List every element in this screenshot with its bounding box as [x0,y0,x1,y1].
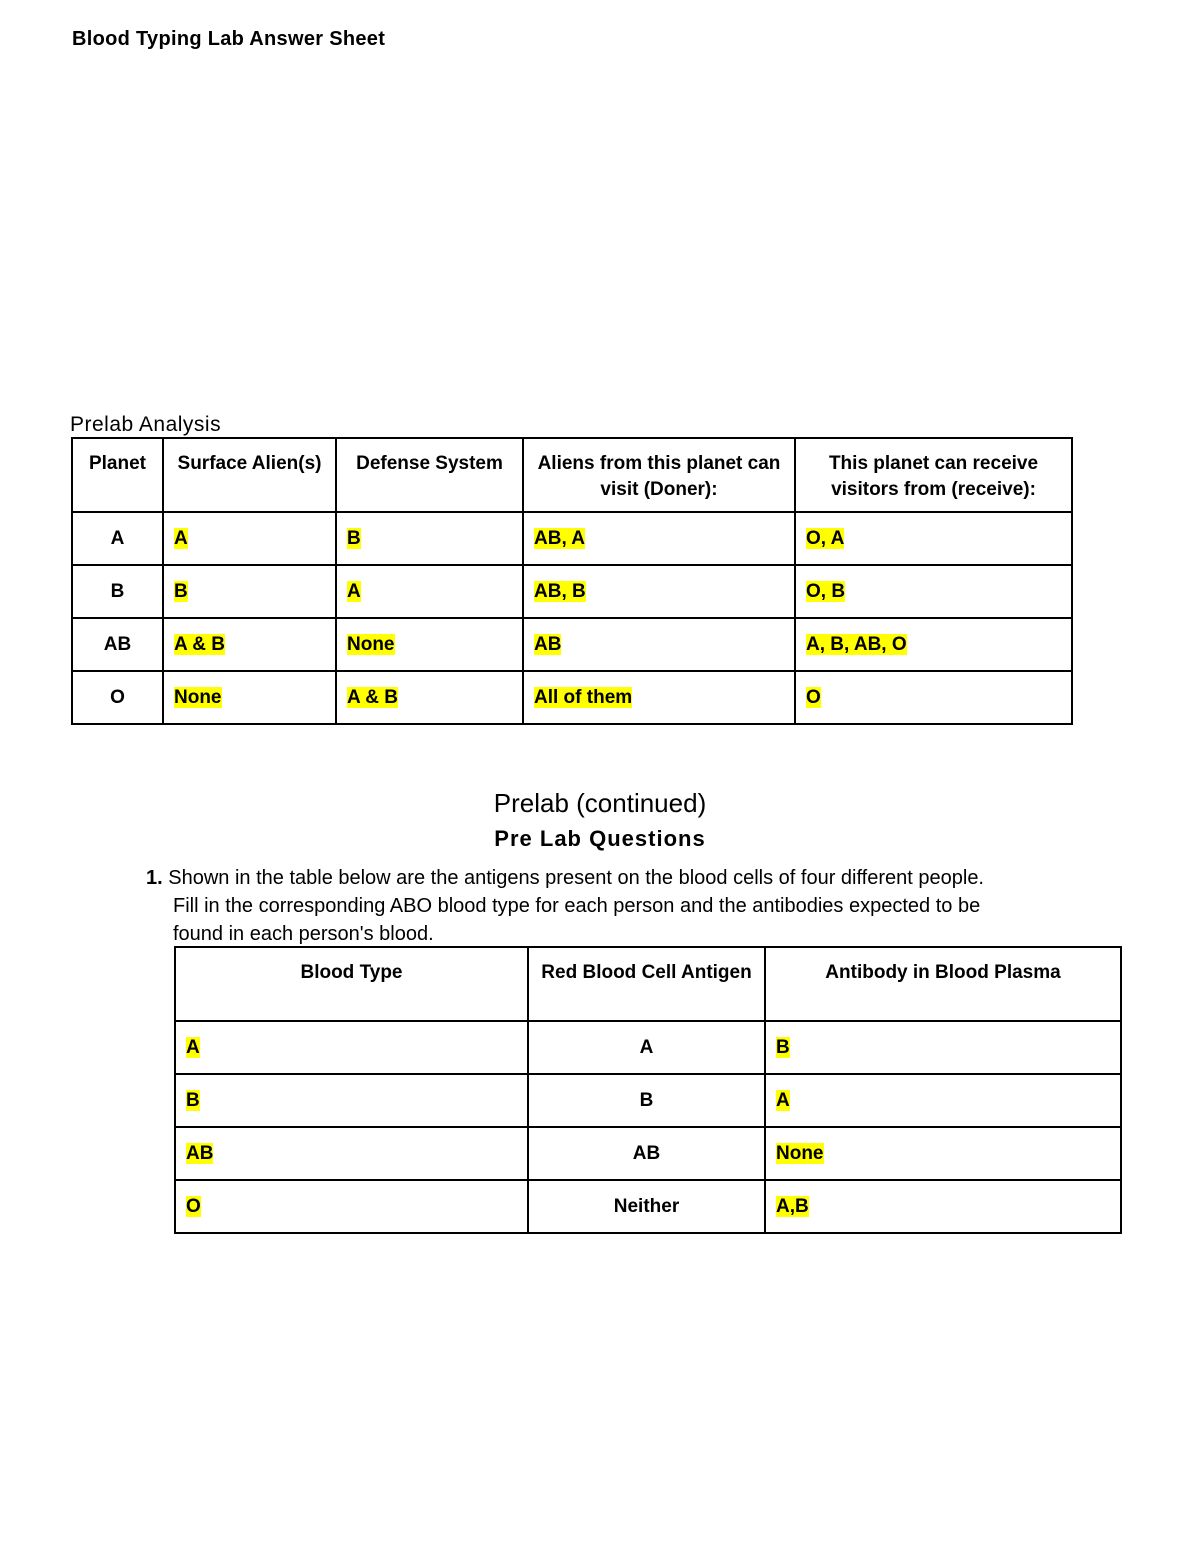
header-defense-system: Defense System [336,438,523,512]
can-receive-cell [795,671,1072,724]
blood-type-cell [175,1021,528,1074]
table-header-row [175,947,1121,1021]
antibody-cell [765,1074,1121,1127]
antigen-cell: Neither [528,1180,765,1233]
answer-highlight: AB [186,1142,214,1164]
table-row [72,618,1072,671]
surface-alien-cell [163,565,336,618]
answer-highlight: B [186,1089,200,1111]
antigen-cell: AB [528,1127,765,1180]
can-receive-cell [795,512,1072,565]
antibody-cell [765,1127,1121,1180]
answer-highlight: O [186,1195,201,1217]
blood-type-table [174,946,1122,1234]
defense-system-cell [336,512,523,565]
answer-highlight: A [186,1036,200,1058]
question-text-line2: Fill in the corresponding ABO blood type for each person and the antibodies expected to be [173,895,981,917]
defense-system-cell [336,565,523,618]
answer-highlight: B [347,527,361,549]
antibody-cell [765,1021,1121,1074]
planet-cell [72,512,163,565]
answer-highlight: A, B, AB, O [806,633,907,655]
prelab-analysis-table [71,437,1073,725]
header-planet-can-receive: This planet can receive visitors from (receive): [795,438,1072,512]
header-aliens-can-visit: Aliens from this planet can visit (Doner): [523,438,795,512]
answer-highlight: O [806,686,821,708]
planet-cell [72,565,163,618]
answer-highlight: A & B [174,633,226,655]
answer-highlight: None [347,633,395,655]
table-header-row [72,438,1072,512]
can-visit-cell [523,618,795,671]
answer-highlight: None [776,1142,824,1164]
can-receive-cell [795,618,1072,671]
answer-highlight: A [347,580,361,602]
table-row [72,671,1072,724]
header-surface-aliens: Surface Alien(s) [163,438,336,512]
answer-highlight: All of them [534,686,633,708]
planet-label: B [110,580,125,602]
header-blood-type: Blood Type [175,947,528,1021]
surface-alien-cell [163,618,336,671]
answer-highlight: AB, A [534,527,586,549]
table-row [175,1180,1121,1233]
header-rbc-antigen: Red Blood Cell Antigen [528,947,765,1021]
planet-label: A [110,527,125,549]
can-receive-cell [795,565,1072,618]
table-row [175,1074,1121,1127]
surface-alien-cell [163,671,336,724]
defense-system-cell [336,618,523,671]
planet-cell [72,671,163,724]
question-1 [146,864,1106,948]
answer-highlight: A,B [776,1195,809,1217]
planet-cell [72,618,163,671]
table-row [72,512,1072,565]
table-row [175,1021,1121,1074]
blood-type-cell [175,1180,528,1233]
can-visit-cell [523,671,795,724]
antigen-cell: A [528,1021,765,1074]
answer-highlight: B [174,580,188,602]
planet-label: O [110,686,125,708]
can-visit-cell [523,512,795,565]
prelab-continued-heading: Prelab (continued) [493,788,707,818]
pre-lab-questions-heading: Pre Lab Questions [494,826,706,851]
answer-highlight: None [174,686,222,708]
prelab-analysis-label: Prelab Analysis [70,413,222,436]
answer-highlight: O, B [806,580,846,602]
table-row [72,565,1072,618]
planet-label: AB [103,633,132,655]
header-planet: Planet [72,438,163,512]
antigen-cell: B [528,1074,765,1127]
answer-highlight: B [776,1036,790,1058]
document-title: Blood Typing Lab Answer Sheet [72,28,386,50]
answer-highlight: A & B [347,686,399,708]
answer-highlight: O, A [806,527,845,549]
answer-highlight: A [174,527,188,549]
answer-highlight: AB [534,633,562,655]
question-text-line1: Shown in the table below are the antigens present on the blood cells of four different people. [168,867,984,889]
answer-highlight: AB, B [534,580,586,602]
question-number: 1. [146,867,163,889]
can-visit-cell [523,565,795,618]
table-row [175,1127,1121,1180]
answer-highlight: A [776,1089,790,1111]
question-text-line3: found in each person's blood. [173,923,434,945]
defense-system-cell [336,671,523,724]
antibody-cell [765,1180,1121,1233]
header-antibody-plasma: Antibody in Blood Plasma [765,947,1121,1021]
blood-type-cell [175,1074,528,1127]
surface-alien-cell [163,512,336,565]
blood-type-cell [175,1127,528,1180]
